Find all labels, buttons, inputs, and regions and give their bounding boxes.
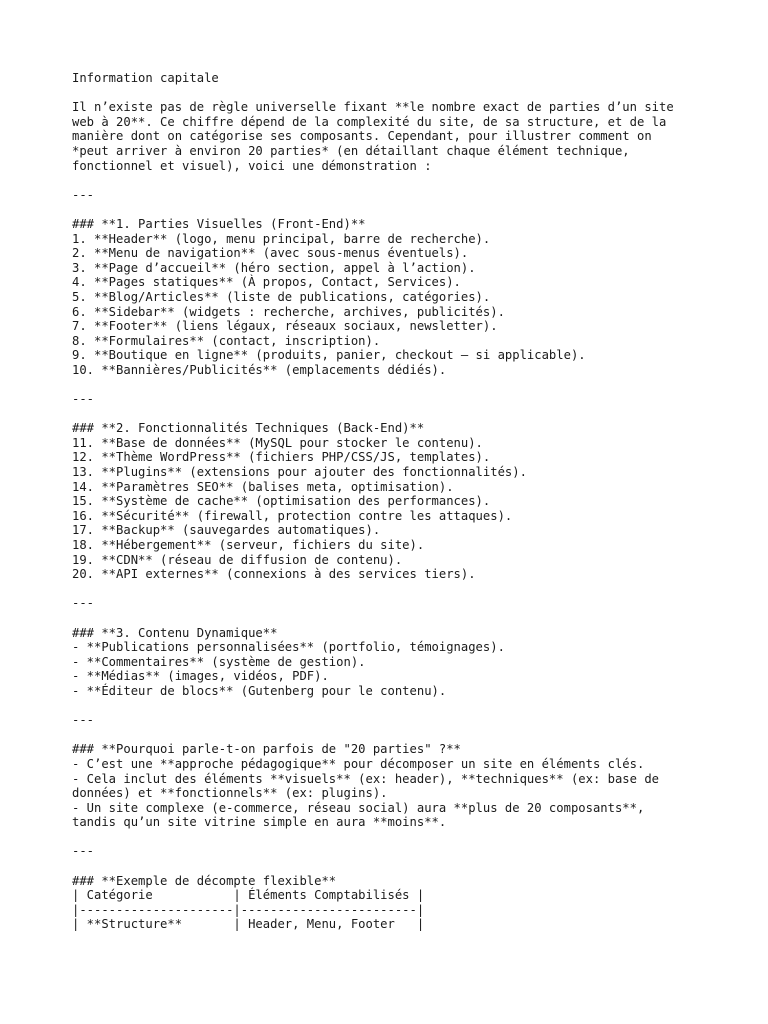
blank-line	[72, 173, 732, 188]
blank-line	[72, 86, 732, 101]
blank-line	[72, 611, 732, 626]
numbered-list-item: 5. **Blog/Articles** (liste de publications, catégories).	[72, 289, 491, 304]
bullet-list-item: - Un site complexe (e-commerce, réseau social) aura **plus de 20 composants**,	[72, 800, 645, 815]
numbered-list-item: 19. **CDN** (réseau de diffusion de contenu).	[72, 552, 403, 567]
document-body	[72, 71, 732, 932]
bullet-list-item: - **Médias** (images, vidéos, PDF).	[72, 669, 329, 684]
horizontal-rule: ---	[72, 844, 95, 859]
blank-line	[72, 407, 732, 422]
document-title: Information capitale	[72, 71, 219, 85]
numbered-list-item: 13. **Plugins** (extensions pour ajouter des fonctionnalités).	[72, 465, 527, 480]
numbered-list-item: 6. **Sidebar** (widgets : recherche, archives, publicités).	[72, 304, 505, 319]
numbered-list-item: 3. **Page d’accueil** (héro section, appel à l’action).	[72, 260, 476, 275]
text-line: web à 20**. Ce chiffre dépend de la complexité du site, de sa structure, et de la	[72, 114, 667, 129]
numbered-list-item: 16. **Sécurité** (firewall, protection contre les attaques).	[72, 508, 513, 523]
text-line: *peut arriver à environ 20 parties* (en détaillant chaque élément technique,	[72, 143, 630, 158]
numbered-list-item: 14. **Paramètres SEO** (balises meta, optimisation).	[72, 479, 454, 494]
text-line: fonctionnel et visuel), voici une démonstration :	[72, 158, 432, 173]
blank-line	[72, 699, 732, 714]
table-row: |---------------------|------------------------|	[72, 902, 425, 917]
bullet-list-item: - C’est une **approche pédagogique** pour décomposer un site en éléments clés.	[72, 756, 645, 771]
blank-line	[72, 830, 732, 845]
horizontal-rule: ---	[72, 392, 95, 407]
blank-line	[72, 202, 732, 217]
numbered-list-item: 8. **Formulaires** (contact, inscription).	[72, 333, 381, 348]
section-heading: ### **3. Contenu Dynamique**	[72, 625, 278, 640]
numbered-list-item: 11. **Base de données** (MySQL pour stocker le contenu).	[72, 435, 483, 450]
horizontal-rule: ---	[72, 596, 95, 611]
numbered-list-item: 4. **Pages statiques** (À propos, Contact, Services).	[72, 275, 461, 290]
numbered-list-item: 10. **Bannières/Publicités** (emplacements dédiés).	[72, 362, 447, 377]
numbered-list-item: 2. **Menu de navigation** (avec sous-menus éventuels).	[72, 246, 469, 261]
blank-line	[72, 728, 732, 743]
numbered-list-item: 20. **API externes** (connexions à des services tiers).	[72, 567, 476, 582]
text-line: données) et **fonctionnels** (ex: plugins).	[72, 786, 388, 801]
text-line: Il n’existe pas de règle universelle fixant **le nombre exact de parties d’un site	[72, 100, 674, 115]
numbered-list-item: 18. **Hébergement** (serveur, fichiers du site).	[72, 538, 425, 552]
section-heading: ### **2. Fonctionnalités Techniques (Back-End)**	[72, 421, 425, 436]
numbered-list-item: 15. **Système de cache** (optimisation des performances).	[72, 494, 491, 509]
numbered-list-item: 12. **Thème WordPress** (fichiers PHP/CSS/JS, templates).	[72, 450, 491, 465]
numbered-list-item: 7. **Footer** (liens légaux, réseaux sociaux, newsletter).	[72, 319, 498, 334]
table-row: | Catégorie | Éléments Comptabilisés |	[72, 888, 425, 903]
horizontal-rule: ---	[72, 187, 95, 202]
horizontal-rule: ---	[72, 713, 95, 728]
numbered-list-item: 1. **Header** (logo, menu principal, barre de recherche).	[72, 231, 491, 246]
blank-line	[72, 377, 732, 392]
bullet-list-item: - **Éditeur de blocs** (Gutenberg pour le contenu).	[72, 683, 447, 698]
text-line: tandis qu’un site vitrine simple en aura **moins**.	[72, 815, 447, 830]
table-row: | **Structure** | Header, Menu, Footer |	[72, 917, 425, 932]
text-line: manière dont on catégorise ses composants. Cependant, pour illustrer comment on	[72, 129, 652, 144]
blank-line	[72, 582, 732, 597]
bullet-list-item: - Cela inclut des éléments **visuels** (ex: header), **techniques** (ex: base de	[72, 771, 659, 786]
blank-line	[72, 859, 732, 874]
section-heading: ### **Exemple de décompte flexible**	[72, 873, 337, 888]
numbered-list-item: 9. **Boutique en ligne** (produits, panier, checkout – si applicable).	[72, 348, 586, 363]
section-heading: ### **1. Parties Visuelles (Front-End)**	[72, 216, 366, 231]
bullet-list-item: - **Commentaires** (système de gestion).	[72, 654, 366, 669]
numbered-list-item: 17. **Backup** (sauvegardes automatiques).	[72, 523, 381, 538]
section-heading: ### **Pourquoi parle-t-on parfois de "20 parties" ?**	[72, 742, 461, 757]
bullet-list-item: - **Publications personnalisées** (portfolio, témoignages).	[72, 640, 505, 655]
